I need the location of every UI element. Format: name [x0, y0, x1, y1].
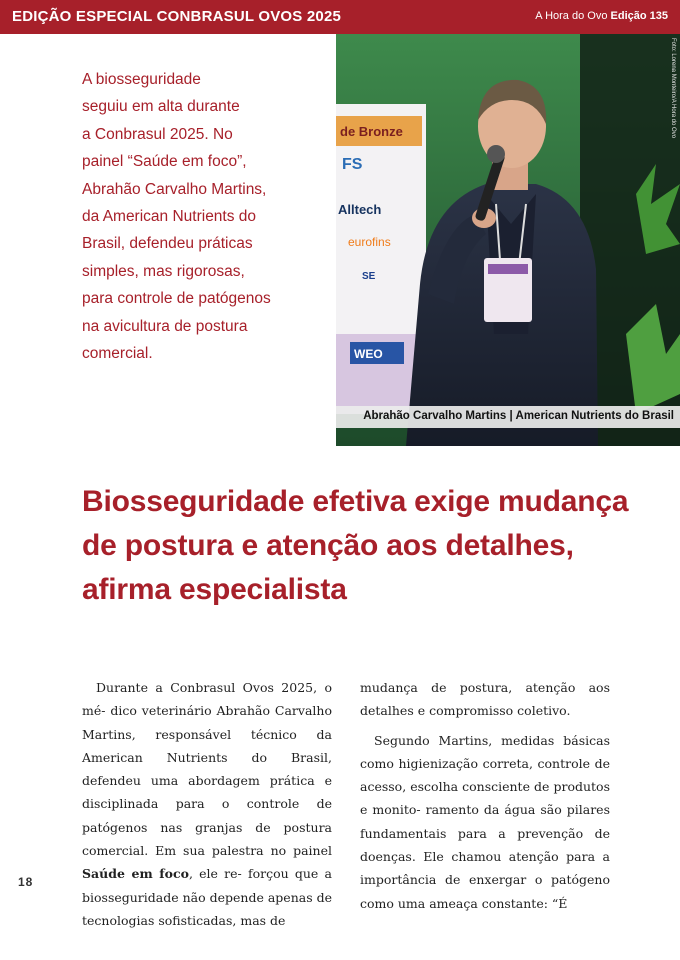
edition-number: Edição 135: [610, 10, 668, 22]
body-column-1: [82, 676, 332, 932]
body-line: Durante a Conbrasul Ovos 2025, o mé-: [82, 680, 332, 719]
lead-paragraph: [82, 66, 322, 367]
lead-line: seguiu em alta durante: [82, 98, 240, 116]
body-line: e compromisso coletivo.: [417, 703, 571, 719]
lead-line: na avicultura de postura: [82, 317, 248, 335]
lead-line: para controle de patógenos: [82, 290, 271, 308]
body-paragraph: [360, 729, 610, 915]
sponsor-logo: Alltech: [338, 202, 382, 217]
panel-name: Saúde em foco: [82, 866, 189, 882]
sponsor-logo: FS: [342, 156, 363, 173]
body-line: mudança de postura, atenção aos detalhes: [360, 680, 610, 719]
body-line: patógeno como uma ameaça constante: “É: [360, 872, 610, 911]
sponsor-logo: SE: [362, 271, 376, 282]
headline-line: afirma especialista: [82, 573, 347, 606]
lead-line: da American Nutrients do: [82, 208, 257, 226]
photo-illustration: [336, 34, 680, 446]
body-line: dico veterinário Abrahão Carvalho Martins,: [82, 703, 332, 742]
sponsor-logo: WEO: [354, 347, 383, 361]
body-line: apenas de tecnologias sofisticadas, mas de: [82, 889, 332, 928]
body-line: Segundo Martins, medidas básicas como: [360, 732, 610, 771]
lead-line: a Conbrasul 2025. No: [82, 125, 233, 143]
speaker-photo: [336, 34, 680, 446]
lead-line: comercial.: [82, 345, 153, 363]
lead-line: A biosseguridade: [82, 71, 201, 88]
lead-line: painel “Saúde em foco”,: [82, 153, 247, 171]
body-line: para a prevenção de doenças. Ele chamou: [360, 825, 610, 865]
body-line: nas granjas de postura comercial. Em sua: [82, 819, 332, 859]
body-line: escolha consciente de produtos e monito-: [360, 779, 610, 818]
headline-line: Biosseguridade efetiva exige mudança: [82, 485, 629, 518]
headline-line: de postura e atenção aos detalhes,: [82, 529, 574, 562]
body-line: forçou que a biosseguridade não depende: [82, 866, 332, 905]
body-line: higienização correta, controle de acesso,: [360, 755, 610, 795]
body-line: atenção para a importância de enxergar o: [360, 849, 610, 888]
body-line: ramento da água são pilares fundamentais: [360, 802, 610, 841]
photo-caption-bar: [336, 406, 680, 428]
page-number: 18: [18, 875, 34, 889]
body-column-2: [360, 676, 610, 915]
header-bar: [0, 0, 680, 34]
publication-name: A Hora do Ovo: [535, 10, 608, 22]
body-line: palestra no painel: [211, 843, 332, 859]
banner-text: de Bronze: [340, 124, 403, 139]
body-paragraph: [82, 676, 332, 932]
body-line: do Brasil, defendeu uma abordagem prática: [82, 749, 332, 789]
photo-credit: Foto: Lorena Monteiro/A Hora do Ovo: [670, 38, 676, 139]
body-paragraph: [360, 676, 610, 723]
sponsor-logo: eurofins: [348, 235, 391, 249]
photo-caption: Abrahão Carvalho Martins | American Nutrients do Brasil: [363, 410, 674, 422]
body-line: , ele re-: [188, 866, 242, 882]
lead-line: simples, mas rigorosas,: [82, 262, 245, 280]
section-title: EDIÇÃO ESPECIAL CONBRASUL OVOS 2025: [12, 8, 342, 25]
lead-line: Abrahão Carvalho Martins,: [82, 180, 267, 198]
body-line: e disciplinada para o controle de patógenos: [82, 773, 332, 835]
edition-label: [535, 10, 668, 22]
article-headline: [82, 480, 642, 612]
body-line: responsável técnico da American Nutrients: [82, 726, 332, 765]
lead-line: Brasil, defendeu práticas: [82, 235, 253, 253]
